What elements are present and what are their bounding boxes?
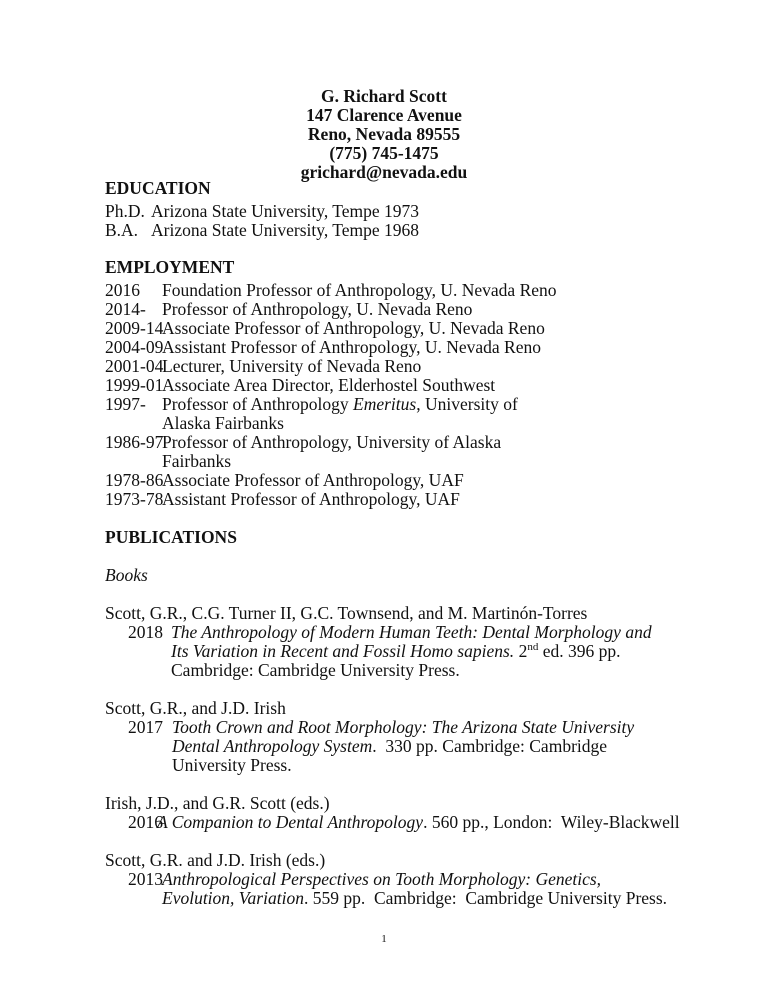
book-title: The Anthropology of Modern Human Teeth: Dental Morphology and	[171, 622, 652, 642]
employment-year: 2004-09	[105, 337, 164, 357]
email: grichard@nevada.edu	[300, 162, 468, 182]
employment-position: Professor of Anthropology, U. Nevada Reno	[162, 299, 473, 319]
book-entry	[105, 794, 765, 832]
book-year: 2013	[128, 869, 163, 889]
book-line	[105, 623, 755, 642]
institution: Arizona State University, Tempe 1968	[151, 220, 420, 240]
employment-line	[105, 414, 725, 433]
employment-position: Lecturer, University of Nevada Reno	[162, 356, 422, 376]
book-authors: Scott, G.R., C.G. Turner II, G.C. Townsend, and M. Martinón-Torres	[105, 603, 588, 623]
education-list	[105, 202, 705, 240]
degree: B.A.	[105, 220, 139, 240]
pages-publisher: . 559 pp. Cambridge: Cambridge University Press.	[303, 888, 668, 908]
books-subheading	[105, 566, 148, 585]
employment-line	[105, 452, 725, 471]
pages-publisher: . 560 pp., London: Wiley-Blackwell	[423, 812, 680, 832]
book-entry	[105, 699, 755, 775]
position-text: Professor of Anthropology	[162, 394, 354, 414]
education-item	[105, 221, 705, 240]
page-number: 1	[381, 933, 387, 945]
employment-line	[105, 490, 725, 509]
employment-position: Associate Professor of Anthropology, U. Nevada Reno	[162, 318, 545, 338]
employment-year: 1999-01	[105, 375, 164, 395]
publisher: University Press.	[172, 755, 292, 775]
book-title: A Companion to Dental Anthropology	[157, 812, 424, 832]
book-authors: Scott, G.R., and J.D. Irish	[105, 698, 286, 718]
employment-position: Fairbanks	[162, 451, 232, 471]
book-title: Its Variation in Recent and Fossil Homo sapiens.	[171, 641, 515, 661]
book-year: 2017	[128, 717, 163, 737]
degree: Ph.D.	[105, 201, 145, 221]
employment-line	[105, 433, 725, 452]
author-name: G. Richard Scott	[321, 86, 447, 106]
book-year: 2016	[128, 812, 163, 832]
street-address: 147 Clarence Avenue	[306, 105, 462, 125]
education-heading: EDUCATION	[105, 178, 211, 198]
book-line	[105, 661, 755, 680]
employment-line	[105, 300, 725, 319]
book-title: Tooth Crown and Root Morphology: The Arizona State University	[172, 717, 635, 737]
employment-line	[105, 338, 725, 357]
books-label: Books	[105, 565, 148, 585]
employment-position: Foundation Professor of Anthropology, U. Nevada Reno	[162, 280, 557, 300]
book-line	[105, 756, 755, 775]
position-text: , University of	[416, 394, 518, 414]
book-title: Dental Anthropology System	[172, 736, 373, 756]
employment-year: 1986-97	[105, 432, 164, 452]
book-line	[105, 889, 765, 908]
institution: Arizona State University, Tempe 1973	[151, 201, 420, 221]
book-year: 2018	[128, 622, 163, 642]
employment-year: 2009-14	[105, 318, 164, 338]
employment-year: 1997-	[105, 394, 146, 414]
edition: 2	[514, 641, 528, 661]
employment-line	[105, 357, 725, 376]
book-title: Anthropological Perspectives on Tooth Morphology: Genetics,	[162, 869, 602, 889]
employment-heading: EMPLOYMENT	[105, 257, 235, 277]
employment-list	[105, 281, 725, 509]
publications-heading: PUBLICATIONS	[105, 527, 237, 547]
employment-position: Alaska Fairbanks	[162, 413, 284, 433]
employment-position: Assistant Professor of Anthropology, U. Nevada Reno	[162, 337, 541, 357]
employment-position: Associate Professor of Anthropology, UAF	[162, 470, 464, 490]
book-authors: Irish, J.D., and G.R. Scott (eds.)	[105, 793, 330, 813]
city-address: Reno, Nevada 89555	[307, 124, 461, 144]
pages-publisher: . 330 pp. Cambridge: Cambridge	[372, 736, 608, 756]
book-authors: Scott, G.R. and J.D. Irish (eds.)	[105, 850, 326, 870]
contact-header	[0, 87, 768, 182]
employment-position: Professor of Anthropology, University of Alaska	[162, 432, 502, 452]
book-line	[105, 870, 765, 889]
emeritus-text: Emeritus	[353, 394, 417, 414]
book-line	[105, 642, 755, 661]
employment-position: Associate Area Director, Elderhostel Southwest	[162, 375, 496, 395]
employment-line	[105, 471, 725, 490]
pages: ed. 396 pp.	[538, 641, 621, 661]
edition-suffix: nd	[527, 641, 539, 654]
book-line	[105, 718, 755, 737]
employment-year: 1978-86	[105, 470, 164, 490]
publisher: Cambridge: Cambridge University Press.	[171, 660, 460, 680]
employment-line	[105, 319, 725, 338]
employment-line	[105, 281, 725, 300]
employment-year: 2014-	[105, 299, 146, 319]
employment-year: 2001-04	[105, 356, 164, 376]
employment-position	[162, 395, 518, 414]
education-item	[105, 202, 705, 221]
book-title: Evolution, Variation	[162, 888, 304, 908]
employment-line	[105, 376, 725, 395]
book-line	[105, 737, 755, 756]
employment-line	[105, 395, 725, 414]
employment-position: Assistant Professor of Anthropology, UAF	[162, 489, 460, 509]
book-line	[105, 813, 765, 832]
employment-year: 2016	[105, 280, 140, 300]
employment-year: 1973-78	[105, 489, 164, 509]
book-entry	[105, 851, 765, 908]
phone: (775) 745-1475	[329, 143, 439, 163]
book-entry	[105, 604, 755, 680]
